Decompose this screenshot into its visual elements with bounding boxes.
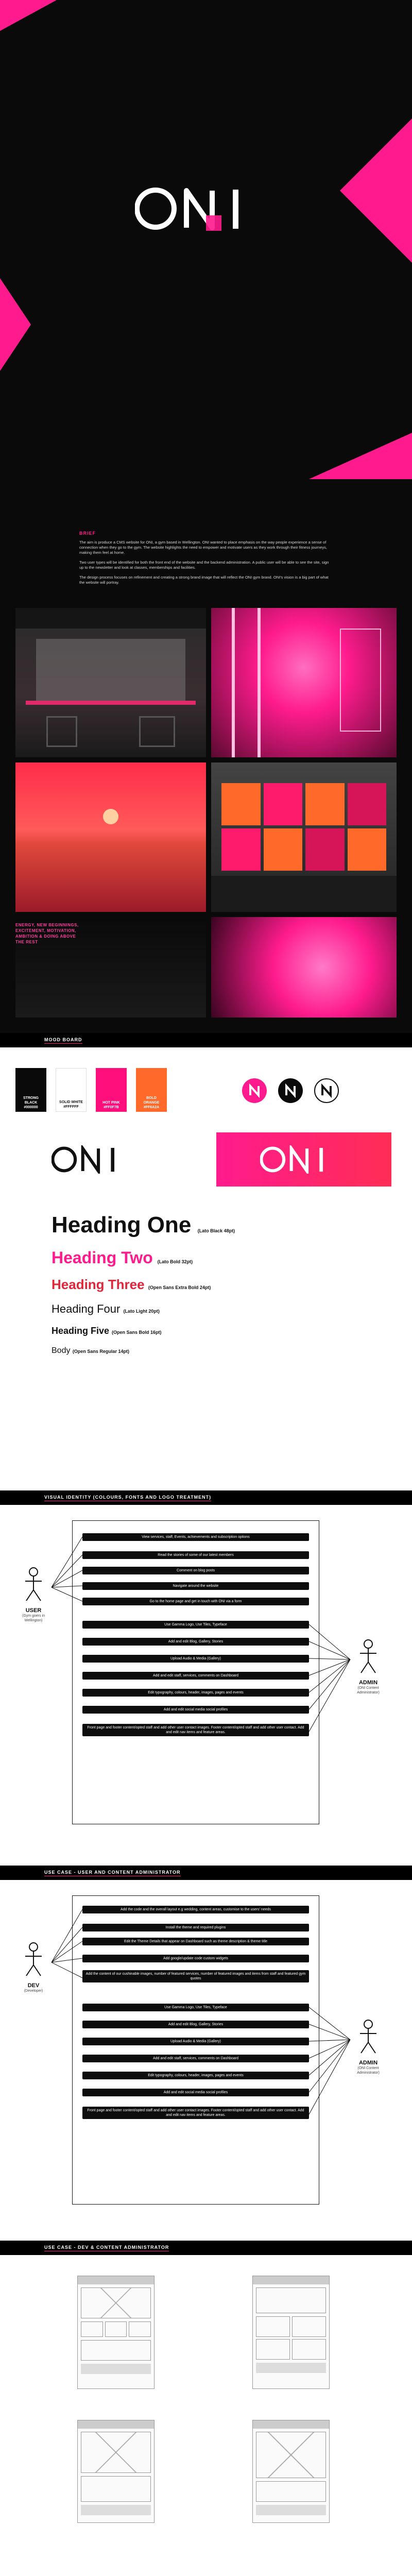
actor-sub: (Gym goers in Wellington) xyxy=(22,1614,45,1622)
swatch: BOLD ORANGE #FF6A2A xyxy=(136,1068,167,1112)
brief-heading: BRIEF xyxy=(79,531,96,536)
logo-pink-panel xyxy=(216,1132,391,1187)
swatch-row xyxy=(15,1068,167,1112)
use-case-item: Install the theme and required plugins xyxy=(82,1924,309,1931)
actor-sub: (Developer) xyxy=(24,1989,43,1993)
use-case-item: Edit typography, colours, header, images, pages and events xyxy=(82,1689,309,1697)
pink-triangle-left xyxy=(0,278,31,371)
actor-name: ADMIN xyxy=(358,1680,378,1686)
section-band xyxy=(0,1866,412,1880)
brief-block xyxy=(79,531,333,590)
use-case-item: Comment on blog posts xyxy=(82,1567,309,1574)
swatch: STRONG BLACK #000000 xyxy=(15,1068,46,1112)
logo-mark-black xyxy=(278,1078,303,1103)
section-band xyxy=(0,1490,412,1505)
use-case-item: Edit typography, colours, header, images, pages and events xyxy=(82,2072,309,2079)
connector-lines xyxy=(0,1880,412,2210)
use-case-item: Add google/update code custom widgets xyxy=(82,1955,309,1962)
actor-sub: (ONI Content Administrator) xyxy=(357,1686,380,1694)
hero-section xyxy=(0,0,412,592)
sunset-sea-photo xyxy=(15,762,206,912)
use-case-item: Navigate around the website xyxy=(82,1582,309,1590)
heading-one-sample: Heading One (Lato Black 48pt) xyxy=(52,1212,235,1238)
mood-board-section xyxy=(0,1047,412,1490)
oni-logo-white xyxy=(260,1145,348,1174)
actor-name: USER xyxy=(25,1607,42,1614)
band-label: MOOD BOARD xyxy=(44,1037,82,1044)
wireframes-section xyxy=(0,2255,412,2576)
use-case-item: Add the content of our cushinable images, number of featured services, number of featured images and items from staff and featured gym quotes xyxy=(82,1970,309,1982)
pink-triangle-bottom-right xyxy=(309,433,412,479)
heading-five-sample: Heading Five (Open Sans Bold 16pt) xyxy=(52,1326,162,1336)
band-label: USE CASE - USER AND CONTENT ADMINISTRATOR xyxy=(44,1870,181,1876)
use-case-item: Upload Audio & Media (Gallery) xyxy=(82,1655,309,1663)
logo-mark-pink xyxy=(242,1078,267,1103)
actor-name: DEV xyxy=(27,1982,40,1989)
oni-logo xyxy=(135,185,279,232)
n-mark-icon xyxy=(319,1083,334,1098)
pink-triangle-top-left xyxy=(0,0,57,31)
use-case-item: Add and edit social media social profiles xyxy=(82,1706,309,1714)
actor-sub: (ONI Content Administrator) xyxy=(357,2066,380,2075)
use-case-user-section xyxy=(0,1505,412,1866)
heading-two-sample: Heading Two (Lato Bold 32pt) xyxy=(52,1248,193,1267)
swatch: SOLID WHITE #FFFFFF xyxy=(56,1068,87,1112)
use-case-item: Add the code and the overall layout e.g wedding, content areas, customise to the users' needs xyxy=(82,1906,309,1913)
wireframe-contact xyxy=(252,2420,330,2523)
heading-four-sample: Heading Four (Lato Light 20pt) xyxy=(52,1302,160,1315)
actor-name: ADMIN xyxy=(358,2060,378,2066)
use-case-item: Go to the home page and get in touch with ONI via a form xyxy=(82,1598,309,1605)
brief-paragraph: Two user types will be identified for both the front end of the website and the backend administration. A public user will be able to see the site, sign up to the newsletter and look at classes, memberships and facilities. xyxy=(79,560,329,570)
use-case-item: View services, staff, Events, achievements and subscription options xyxy=(82,1533,309,1541)
n-mark-icon xyxy=(247,1083,262,1098)
body-sample: Body (Open Sans Regular 14pt) xyxy=(52,1346,129,1355)
pink-triangle-right xyxy=(340,118,412,263)
use-case-item: Add and edit Blog, Gallery, Stories xyxy=(82,2021,309,2028)
wireframe-home xyxy=(77,2276,154,2389)
use-case-item: Edit the Theme Details that appear on Dashboard such as theme description & theme title xyxy=(82,1938,309,1945)
wireframe-classes xyxy=(252,2276,330,2389)
oni-logo-black xyxy=(52,1145,139,1174)
gym-equipment-photo xyxy=(211,762,397,912)
use-case-item: Front page and footer content/opted staff and add other user contact images. Footer content/opted staff and add other user contact. Add and edit nav items and feature areas. xyxy=(82,1724,309,1736)
connector-lines xyxy=(0,1505,412,1824)
use-case-item: Add and edit social media social profiles xyxy=(82,2089,309,2096)
pink-spotlight-photo xyxy=(211,917,397,1018)
brief-paragraph: The aim is produce a CMS website for ONI, a gym based in Wellington. ONI wanted to place emphasis on the way people experience a sense of connection when they go to the gym. The website highlights the need to empower and motivate users as they work through their fitness journeys, making them feel at home. xyxy=(79,540,327,555)
photo-caption: ENERGY, NEW BEGINNINGS, EXCITEMENT, MOTIVATION, AMBITION & DOING ABOVE THE REST xyxy=(15,923,79,944)
gym-interior-photo xyxy=(15,608,206,757)
use-case-item: Use Gamma Logo, Use Tiles, Typeface xyxy=(82,1621,309,1629)
section-band xyxy=(0,2241,412,2255)
photo-grid-section xyxy=(0,592,412,1033)
use-case-dev-section xyxy=(0,1880,412,2241)
use-case-item: Read the stories of some of our latest members xyxy=(82,1551,309,1559)
use-case-item: Add and edit staff, services, comments on Dashboard xyxy=(82,2055,309,2062)
band-label: USE CASE - DEV & CONTENT ADMINISTRATOR xyxy=(44,2245,169,2251)
logo-mark-white xyxy=(314,1078,339,1103)
n-mark-icon xyxy=(283,1083,298,1098)
swatch: HOT PINK #FF0F7B xyxy=(96,1068,127,1112)
wireframe-about xyxy=(77,2420,154,2523)
use-case-item: Add and edit staff, services, comments on Dashboard xyxy=(82,1672,309,1680)
band-label: VISUAL IDENTITY (COLOURS, FONTS AND LOGO TREATMENT) xyxy=(44,1495,211,1501)
heading-three-sample: Heading Three (Open Sans Extra Bold 24pt) xyxy=(52,1277,211,1292)
use-case-item: Add and edit Blog, Gallery, Stories xyxy=(82,1638,309,1646)
use-case-item: Upload Audio & Media (Gallery) xyxy=(82,2038,309,2045)
use-case-item: Use Gamma Logo, Use Tiles, Typeface xyxy=(82,2004,309,2011)
section-band xyxy=(0,1033,412,1047)
use-case-item: Front page and footer content/opted staff and add other user contact images. Footer content/opted staff and add other user contact. Add and edit nav items and feature areas. xyxy=(82,2107,309,2119)
brief-paragraph: The design process focuses on refinement and creating a strong brand image that will reflect the ONI gym brand. ONI's vision is a big part of what the website will portray. xyxy=(79,575,329,585)
neon-pink-photo xyxy=(211,608,397,757)
